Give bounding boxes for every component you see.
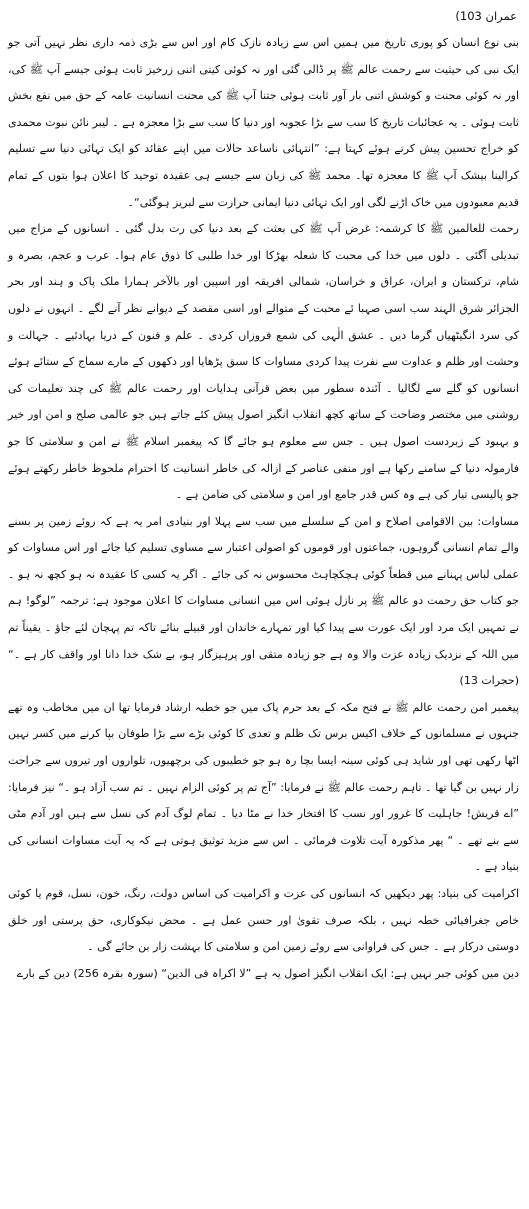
page-header: عمران 103) xyxy=(455,9,517,23)
paragraph-musawat: مساوات: بین الاقوامی اصلاح و امن کے سلسلے میں سب سے پہلا اور بنیادی امر یہ ہے کہ روئے زمین پر بسنے والے تمام انسانی گروہوں، جماعتوں اور قوموں کو اصولی اعتبار سے مساوی تسلیم کیا جائے اور اس مساوات کو عملی لباس پہنانے میں قطعاً کوئی ہچکچاہٹ محسوس نہ کی جائے ۔ اگر یہ کسی کا عقیدہ نہ ہو کچھ نہ ہو ۔ جو کتاب حق رحمت دو عالم ﷺ پر نازل ہوئی اس میں انسانی مساوات کا اعلان موجود ہے: ترجمہ ”لوگو! ہم نے تمہیں ایک مرد اور ایک عورت سے پیدا کیا اور تمہارے خاندان اور قبیلے بنائے تاکہ تم پہچان لئے جاؤ ۔ یقیناً تم میں اللہ کے نزدیک زیادہ عزت والا وہ ہے جو زیادہ متقی اور پرہیزگار ہو، بے شک خدا دانا اور واقف کار ہے ۔“ (حجرات 13) xyxy=(8,514,519,688)
paragraph-ikramiyat: اکرامیت کی بنیاد: پھر دیکھیں کہ انسانوں کی عزت و اکرامیت کی اساس دولت، رنگ، خون، نسل، قوم یا کوئی خاص جغرافیائی خطہ نہیں ، بلکہ صرف تقویٰ اور حسن عمل ہے ۔ محض نیکوکاری، حق پرستی اور خلق دوستی درکار ہے ۔ جس کی فراوانی سے روئے زمین امن و سلامتی کا بہشت زار بن جائے گی ۔ xyxy=(8,887,519,954)
paragraph-intro: بنی نوع انسان کو پوری تاریخ میں ہمیں اس سے زیادہ نازک کام اور اس سے بڑی ذمہ داری نظر نہیں آتی جو ایک نبی کی حیثیت سے رحمت عالم ﷺ پر ڈالی گئی اور نہ کوئی کیتی اتنی زرخیز ثابت ہوئی جیسے آپ ﷺ کی، اور نہ کوئی محنت و کوشش اتنی بار آور ثابت ہوئی جتنا آپ ﷺ کی محنت انسانیت عامہ کے حق میں نفع بخش ثابت ہوئی ۔ یہ عجائبات تاریخ کا سب سے بڑا عجوبہ اور دنیا کا سب سے بڑا معجزہ ہے ۔ لیبر نائن نبوت محمدی کو خراج تحسین پیش کرتے ہوئے کہتا ہے: ”انتہائی ناساعد حالات میں اپنے عقائد کو ایک تہائی دنیا سے تسلیم کرالینا بیشک آپ ﷺ کا معجزہ تھا۔ محمد ﷺ کی زبان سے جیسے ہی عقیدہ توحید کا اعلان ہوا بتوں کے تمام قدیم معبودوں میں خاک اڑنے لگی اور ایک تہائی دنیا ایمانی حرارت سے لبریز ہوگئی“۔ xyxy=(8,36,519,209)
paragraph-la-ikraha: دین میں کوئی جبر نہیں ہے: ایک انقلاب انگیز اصول یہ ہے ”لا اکراہ فی الدین“ (سورہ بقرہ 256) دین کے بارے xyxy=(16,966,519,980)
paragraph-rahmat-lil-alameen: رحمت للعالمین ﷺ کا کرشمہ: غرض آپ ﷺ کی بعثت کے بعد دنیا کی رت بدل گئی ۔ انسانوں کے مزاج میں تبدیلی آگئی ۔ دلوں میں خدا کی محبت کا شعلہ بھڑکا اور خدا طلبی کا ذوق عام ہوا۔ عرب و عجم، بصرہ و شام، ترکستان و ایران، عراق و خراسان، شمالی افریقہ اور اسپین اور بالآخر ہمارا ملک پاک و ہند اور بحر الجزائر شرق الہند سب اسی صہبا ئے محبت کے متوالے اور اسی مقصد کے دیوانے نظر آنے لگے ۔ انہوں نے دلوں کی سرد انگیٹھیاں گرما دیں ۔ عشق الٰہی کی شمع فروزاں کردی ۔ علم و فنون کے دریا بہادئیے ۔ جہالت و وحشت اور ظلم و عداوت سے نفرت پیدا کردی مساوات کا سبق پڑھایا اور دکھوں کے مارے سماج کے ستائے ہوئے انسانوں کو گلے سے لگالیا ۔ آئندہ سطور میں بعض قرآنی ہدایات اور رحمت عالم ﷺ کی چند تعلیمات کی روشنی میں مختصر وضاحت کے ساتھ کچھ انقلاب انگیز اصول پیش کئے جاتے ہیں جو عالمی صلح و امن اور خیر و بہبود کے زبردست اصول ہیں ۔ جس سے معلوم ہو جائے گا کہ پیغمبر اسلام ﷺ نے امن و سلامتی کا جو فارمولہ دنیا کے سامنے رکھا ہے اور منفی عناصر کے ازالہ کی خاطر انسانیت کا احترام ملحوظ خاطر رکھتے ہوئے جو پالیسی تیار کی ہے وہ کس قدر جامع اور امن و سلامتی کی ضامن ہے ۔ xyxy=(8,222,519,502)
paragraph-fath-makkah-sermon: پیغمبر امن رحمت عالم ﷺ نے فتح مکہ کے بعد حرم پاک میں جو خطبہ ارشاد فرمایا تھا ان میں مخاطب وہ تھے جنہوں نے مسلمانوں کے خلاف اکیس برس تک ظلم و تعدی کا کوئی بڑے سے بڑا طوفان بپا کرنے میں کسر نہیں اٹھا رکھی تھی اور شاید ہی کوئی سینہ ایسا بچا رہ ہو جو خطیبوں کی برچھیوں، تلواروں اور تیروں سے جراحت زار نہیں بن گیا تھا ۔ تاہم رحمت عالم ﷺ نے فرمایا: ”آج تم پر کوئی الزام نہیں ۔ تم سب آزاد ہو ۔“ نیز فرمایا: ”اے قریش! جاہلیت کا غرور اور نسب کا افتخار خدا نے مٹا دیا ۔ تمام لوگ آدم کی نسل سے ہیں اور آدم مٹی سے بنے تھے ۔ “ پھر مذکورہ آیت تلاوت فرمائی ۔ اس سے مزید توثیق ہوتی ہے کہ یہ آیت مساوات انسانی کی بنیاد ہے ۔ xyxy=(8,700,519,874)
